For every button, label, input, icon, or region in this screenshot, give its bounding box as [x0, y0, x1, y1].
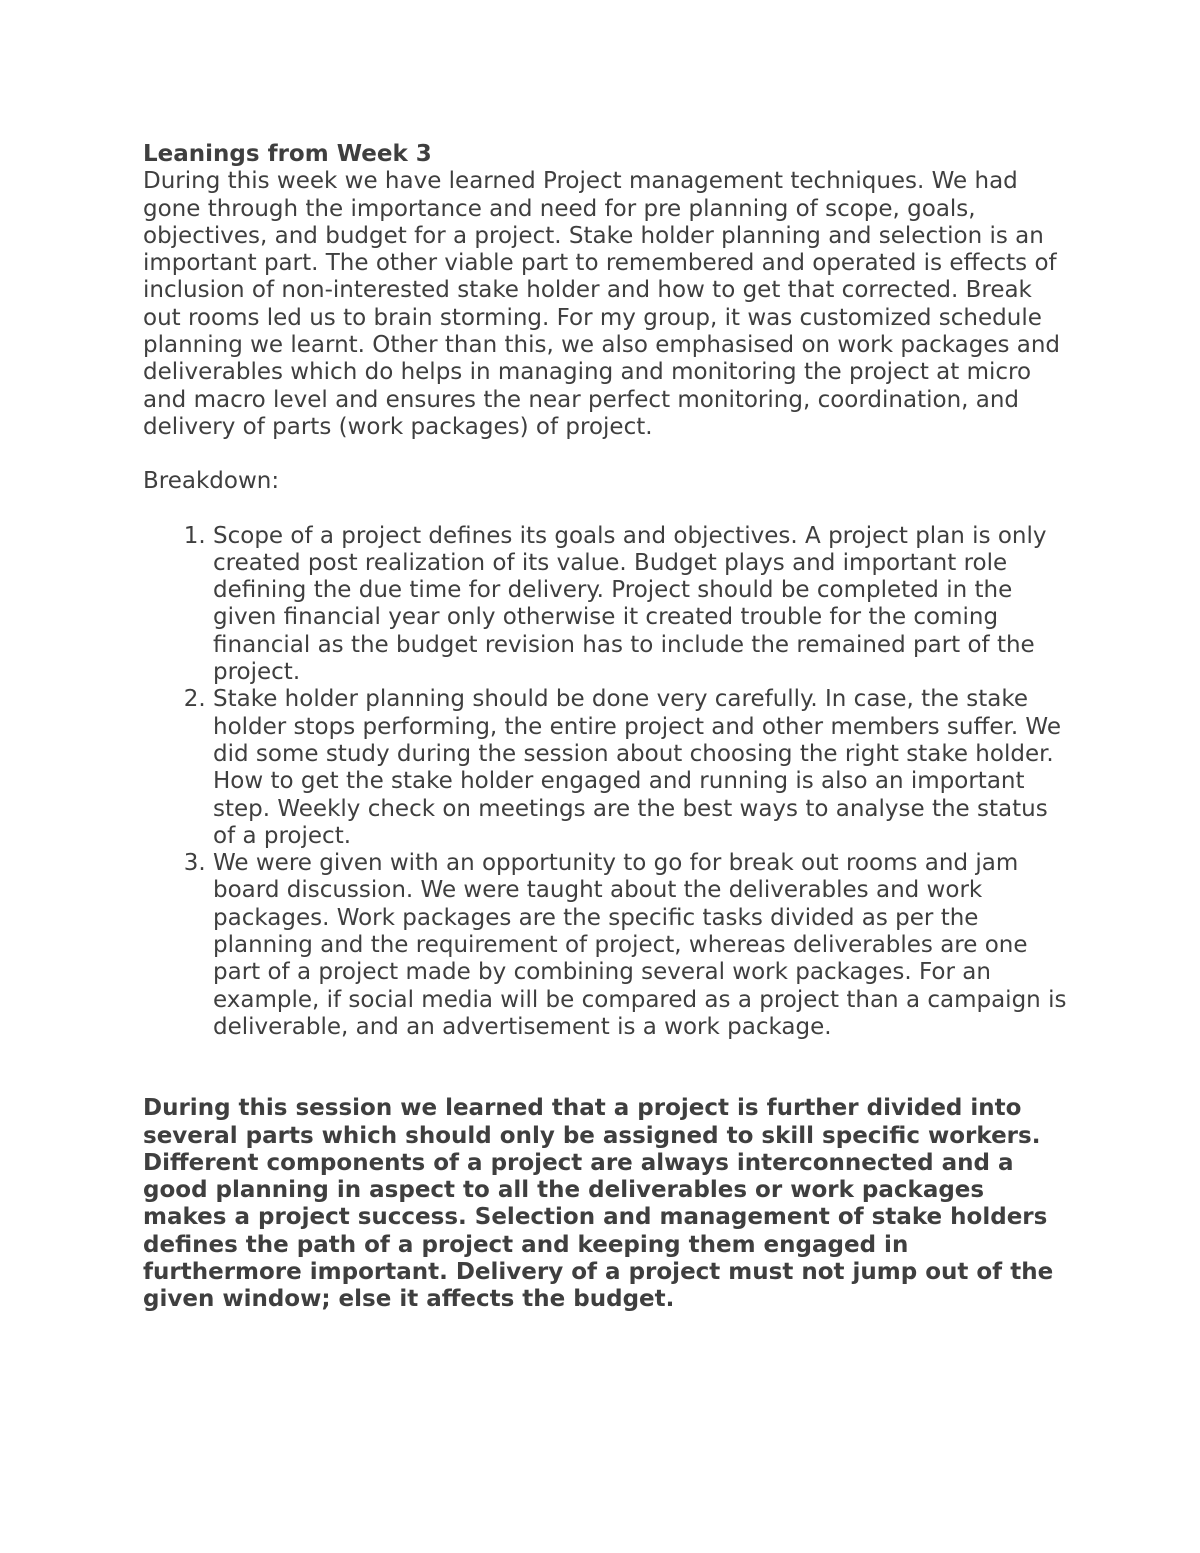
summary-paragraph: During this session we learned that a project is further divided into several parts which should only be assigned to skill specific workers. Different components of a project are always interconnected and a good planning in aspect to all the deliverables or work packages makes a project success. Selection and management of stake holders defines the path of a project and keeping them engaged in furthermore important. Delivery of a project must not jump out of the given window; else it affects the budget.: [143, 1095, 1054, 1313]
intro-paragraph: During this week we have learned Project management techniques. We had gone through the importance and need for pre planning of scope, goals, objectives, and budget for a project. Stake holder planning and selection is an important part. The other viable part to remembered and operated is effects of inclusion of non-interested stake holder and how to get that corrected. Break out rooms led us to brain storming. For my group, it was customized schedule planning we learnt. Other than this, we also emphasised on work packages and deliverables which do helps in managing and monitoring the project at micro and macro level and ensures the near perfect monitoring, coordination, and delivery of parts (work packages) of project.: [143, 168, 1061, 440]
list-item: 2. Stake holder planning should be done very carefully. In case, the stake holder stops performing, the entire project and other members suffer. We did some study during the session about choosing the right stake holder. How to get the stake holder engaged and running is also an important step. Weekly check on meetings are the best ways to analyse the status of a project.: [213, 686, 1073, 850]
document-title: Leanings from Week 3: [143, 141, 432, 167]
breakdown-list: [143, 523, 1073, 1042]
breakdown-label: Breakdown:: [143, 468, 280, 495]
list-item: 1. Scope of a project defines its goals and objectives. A project plan is only created post realization of its value. Budget plays and important role defining the due time for delivery. Project should be completed in the given financial year only otherwise it created trouble for the coming financial as the budget revision has to include the remained part of the project.: [213, 523, 1073, 687]
document-page: [143, 141, 1073, 1314]
list-item: 3. We were given with an opportunity to go for break out rooms and jam board discussion. We were taught about the deliverables and work packages. Work packages are the specific tasks divided as per the planning and the requirement of project, whereas deliverables are one part of a project made by combining several work packages. For an example, if social media will be compared as a project than a campaign is deliverable, and an advertisement is a work package.: [213, 850, 1073, 1041]
